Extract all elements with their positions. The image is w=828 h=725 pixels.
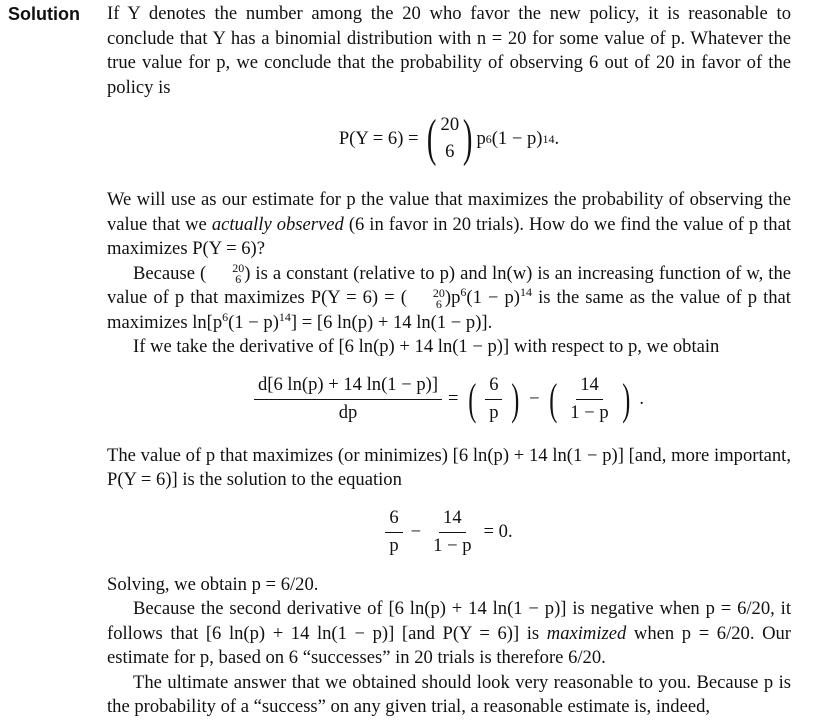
inline-binomial-1: 20 6 xyxy=(232,261,245,287)
paragraph-ultimate: The ultimate answer that we obtained should look very reasonable to you. Because p is the probability of a “success” on any given trial, a reasonable estimate is, indeed, xyxy=(107,671,791,717)
eq2-fraction-2: $\frac{14}{1 - p}$ xyxy=(570,374,609,423)
equation-zero: $\frac{6}{p}$ − $\frac{14}{1 - p}$ = 0. xyxy=(107,501,791,565)
paragraph-derivative: If we take the derivative of [6 ln(p) + 14 ln(1 − p)] with respect to p, we obtain xyxy=(133,336,720,357)
paragraph-solving: Solving, we obtain p = 6/20. xyxy=(107,573,319,595)
paragraph-log: Because ( 20 6 ) is a constant (relative to p) and ln(w) is an increasing function of w, the value of p that maximizes P(Y = 6) = ( 20 6 )$p^6(1 - p)^{14}$ is the same as the value of p that maximizes $\ln[p^6(1 - p)^{14}] = [6$ ln(p) + 14 ln(1 − p)]. xyxy=(107,261,791,333)
equation-derivative: $\frac{d[6 \ln(p) + 14 \ln(1 - p)]}{dp}$ = ( $\frac{6}{p}$ ) − ( $\frac{14}{1 - p}$ ) . xyxy=(107,368,791,432)
paragraph-intro: If Y denotes the number among the 20 who favor the new policy, it is reasonable to conclude that Y has a binomial distribution with n = 20 for some value of p. Whatever the true value for p, we conclude that the probability of observing 6 out of 20 in favor of the policy is xyxy=(107,3,791,98)
equation-binomial-probability: P(Y = 6) = ( 20 6 ) p 6 (1 − p) 14 . xyxy=(338,110,560,167)
solution-body xyxy=(107,2,791,720)
paragraph-second-derivative: Because the second derivative of [6 ln(p) + 14 ln(1 − p)] is negative when p = 6/20, it follows that [6 ln(p) + 14 ln(1 − p)] [and P(Y = 6)] is maximized when p = 6/20. Our estimate for p, based on 6 “successes” in 20 trials is therefore 6/20. xyxy=(107,598,791,668)
eq1-binomial: 20 6 xyxy=(440,114,460,162)
paragraph-maximize: The value of p that maximizes (or minimizes) [6 ln(p) + 14 ln(1 − p)] [and, more important, P(Y = 6)] is the solution to the equation xyxy=(107,444,791,490)
eq3-fraction-2: $\frac{14}{1 - p}$ xyxy=(433,507,472,556)
eq2-lhs-fraction: $\frac{d[6 \ln(p) + 14 \ln(1 - p)]}{dp}$ xyxy=(254,376,442,422)
eq1-p: p xyxy=(476,127,486,149)
inline-binomial-2: 20 6 xyxy=(432,285,445,311)
eq2-fraction-1: $\frac{6}{p}$ xyxy=(485,376,502,422)
eq3-fraction-1: $\frac{6}{p}$ xyxy=(385,509,402,555)
paragraph-estimate: We will use as our estimate for p the value that maximizes the probability of observing the value that we actually observed (6 in favor in 20 trials). How do we find the value of p that maximizes P(Y = 6)? xyxy=(107,189,791,259)
eq1-lhs: P(Y = 6) = xyxy=(338,127,419,149)
solution-label: Solution xyxy=(8,4,80,24)
